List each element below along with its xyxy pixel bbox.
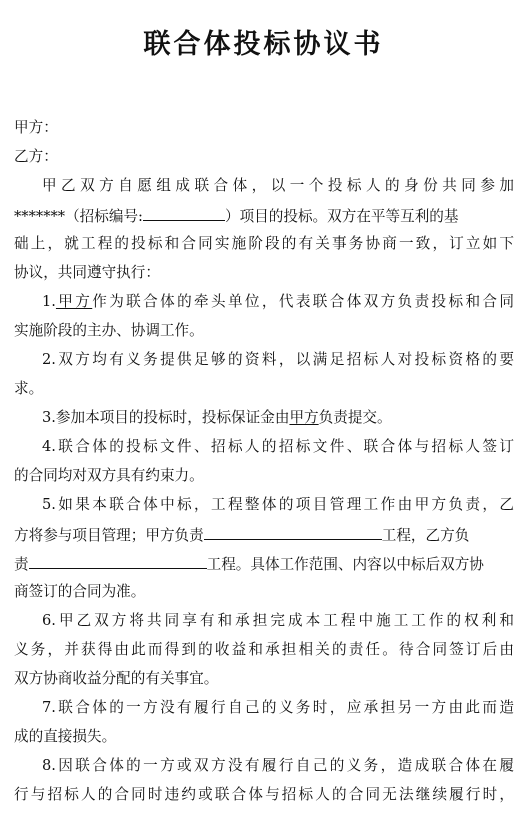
clause-6-line-3: 双方协商收益分配的有关事宜。	[14, 670, 219, 687]
tender-number-label: *******（招标编号:	[14, 208, 143, 225]
clause-3-party: 甲方	[289, 409, 319, 426]
clause-5-line-1: 5.如果本联合体中标，工程整体的项目管理工作由甲方负责，乙	[42, 496, 514, 513]
clause-1-text: 作为联合体的牵头单位，代表联合体双方负责投标和合同	[92, 293, 514, 310]
clause-3-line-1	[42, 408, 514, 428]
clause-5-scope-text: 工程。具体工作范围、内容以中标后双方协	[206, 556, 484, 573]
clause-1-party: 甲方	[55, 293, 93, 310]
party-a-label: 甲方：	[14, 119, 58, 136]
clause-5-responsible: 责	[14, 556, 29, 573]
clause-5-line-2	[14, 524, 514, 546]
clause-6-line-1: 6.甲乙双方将共同享有和承担完成本工程中施工工作的权利和	[42, 612, 514, 629]
party-b-work-blank	[29, 553, 207, 569]
clause-7-line-1: 7.联合体的一方没有履行自己的义务时，应承担另一方由此而造	[42, 699, 514, 716]
intro-line-3: 础上，就工程的投标和合同实施阶段的有关事务协商一致，订立如下	[14, 235, 514, 252]
clause-3-text: 3.参加本项目的投标时，投标保证金由	[42, 409, 290, 426]
party-b-label: 乙方：	[14, 148, 58, 165]
clause-7-line-2: 成的直接损失。	[14, 728, 117, 745]
clause-1-line-1	[42, 292, 514, 312]
clause-2-line-2: 求。	[14, 380, 44, 397]
clause-1-line-2: 实施阶段的主办、协调工作。	[14, 322, 204, 339]
intro-line-2	[14, 205, 514, 227]
clause-1-number: 1.	[42, 293, 56, 310]
clause-5-party-b-label: 工程，乙方负	[381, 527, 470, 544]
clause-4-line-2: 的合同均对双方具有约束力。	[14, 467, 204, 484]
clause-4-line-1: 4.联合体的投标文件、招标人的招标文件、联合体与招标人签订	[42, 438, 514, 455]
clause-8-line-2: 行与招标人的合同时违约或联合体与招标人的合同无法继续履行时，	[14, 786, 514, 803]
clause-5-party-a-label: 方将参与项目管理；甲方负责	[14, 527, 204, 544]
clause-8-line-1: 8.因联合体的一方或双方没有履行自己的义务，造成联合体在履	[42, 757, 514, 774]
clause-6-line-2: 义务，并获得由此而得到的收益和承担相关的责任。待合同签订后由	[14, 641, 514, 658]
intro-line-4: 协议，共同遵守执行：	[14, 264, 160, 281]
tender-number-blank	[143, 205, 225, 221]
clause-2-line-1: 2.双方均有义务提供足够的资料，以满足招标人对投标资格的要	[42, 351, 514, 368]
intro-line-1: 甲乙双方自愿组成联合体，以一个投标人的身份共同参加	[42, 177, 514, 194]
document-title: 联合体投标协议书	[143, 29, 384, 60]
clause-3-text-end: 负责提交。	[318, 409, 392, 426]
intro-line-2-rest: ）项目的投标。双方在平等互利的基	[224, 208, 459, 225]
clause-5-line-4: 商签订的合同为准。	[14, 583, 146, 600]
clause-5-line-3	[14, 553, 514, 575]
party-a-work-blank	[204, 524, 382, 540]
